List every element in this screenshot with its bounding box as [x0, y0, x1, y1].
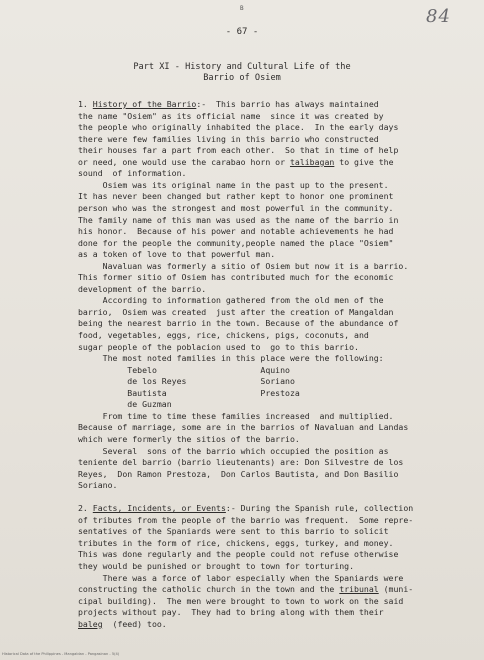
text-segment: food, vegetables, eggs, rice, chickens, pigs, coconuts, and: [78, 330, 369, 340]
text-segment: (muni-: [378, 584, 414, 595]
text-line: [78, 308, 393, 317]
text-segment: It has never been changed but rather kept to honor one prominent: [78, 191, 394, 202]
text-line: [78, 343, 359, 352]
text-line: [78, 239, 393, 248]
text-segment: Tebelo Aquino: [78, 364, 290, 375]
text-segment: (feed) too.: [102, 618, 167, 629]
handwritten-page-number: 84: [426, 6, 451, 27]
pin-mark: B: [240, 5, 244, 12]
text-segment: 2.: [78, 503, 93, 514]
text-line: [78, 216, 398, 225]
text-line: [78, 447, 389, 456]
text-segment: According to information gathered from the old men of the: [78, 295, 384, 306]
text-line: [78, 366, 290, 375]
text-line: [78, 562, 354, 571]
text-line: [78, 204, 393, 213]
text-line: [78, 620, 167, 629]
text-line: [78, 146, 398, 155]
text-segment: tributes in the form of rice, chickens, eggs, turkey, and money.: [78, 537, 394, 548]
text-line: [78, 227, 393, 236]
text-segment: there were few families living in this barrio who constructed: [78, 133, 379, 144]
text-segment: Because of marriage, some are in the barrios of Navaluan and Landas: [78, 422, 409, 433]
text-line: [78, 273, 393, 282]
text-segment: The most noted families in this place were the following:: [78, 353, 384, 364]
text-line: [78, 435, 300, 444]
text-line: [78, 504, 413, 513]
text-segment: done for the people the community,people named the place "Osiem": [78, 237, 394, 248]
text-line: [78, 262, 408, 271]
text-line: [78, 539, 393, 548]
text-segment: sound of information.: [78, 168, 187, 179]
text-segment: Soriano.: [78, 480, 118, 491]
text-segment: de los Reyes Soriano: [78, 376, 295, 387]
underlined-text: Facts, Incidents, or Events: [92, 503, 226, 514]
text-segment: person who was the strongest and most powerful in the community.: [78, 202, 394, 213]
text-line: [78, 389, 300, 398]
text-segment: This former sitio of Osiem has contributed much for the economic: [78, 272, 394, 283]
text-line: [78, 585, 413, 594]
text-segment: which were formerly the sitios of the barrio.: [78, 433, 300, 444]
text-segment: cipal building). The men were brought to town to work on the said: [78, 595, 404, 606]
text-line: [78, 481, 117, 490]
text-line: [78, 100, 379, 109]
text-segment: they would be punished or brought to town for torturing.: [78, 561, 355, 571]
underlined-text: talibagan: [289, 156, 335, 167]
text-segment: Reyes, Don Ramon Prestoza, Don Carlos Bautista, and Don Basilio: [78, 468, 399, 479]
text-segment: barrio, Osiem was created just after the creation of Mangaldan: [78, 306, 394, 317]
text-segment: :- During the Spanish rule, collection: [225, 503, 414, 514]
text-segment: The family name of this man was used as the name of the barrio in: [78, 214, 399, 225]
text-line: [78, 608, 384, 617]
text-line: [78, 250, 275, 259]
text-segment: sugar people of the poblacion used to go to this barrio.: [78, 341, 359, 352]
text-segment: the name "Osiem" as its official name since it was created by: [78, 110, 384, 121]
text-segment: teniente del barrio (barrio lieutenants) are: Don Silvestre de los: [78, 457, 404, 468]
text-line: [78, 400, 172, 409]
section-title-line-2: Barrio of Osiem: [203, 73, 281, 83]
text-line: [78, 470, 398, 479]
text-segment: Several sons of the barrio which occupied the position as: [78, 445, 389, 456]
text-segment: of tributes from the people of the barrio was frequent. Some repre-: [78, 514, 414, 525]
text-segment: This was done regularly and the people could not refuse otherwise: [78, 549, 399, 560]
text-segment: to give the: [334, 156, 394, 167]
text-line: [78, 158, 394, 167]
text-segment: :- This barrio has always maintained: [196, 99, 379, 109]
underlined-text: baleg: [78, 618, 103, 629]
text-segment: Navaluan was formerly a sitio of Osiem but now it is a barrio.: [78, 260, 409, 271]
text-segment: his honor. Because of his power and notable achievements he had: [78, 226, 394, 237]
text-line: [78, 331, 369, 340]
text-line: [78, 169, 186, 178]
text-segment: their houses far a part from each other. So that in time of help: [78, 145, 399, 156]
page-number: - 67 -: [225, 27, 259, 37]
text-line: [78, 354, 384, 363]
text-line: [78, 319, 398, 328]
section-title-line-1: Part XI - History and Cultural Life of the: [133, 62, 351, 72]
underlined-text: tribunal: [339, 584, 379, 595]
text-segment: sentatives of the Spaniards were sent to this barrio to solicit: [78, 526, 389, 537]
text-segment: or need, one would use the carabao horn or: [78, 156, 290, 167]
text-line: [78, 181, 389, 190]
underlined-text: History of the Barrio: [92, 99, 197, 109]
text-line: [78, 285, 206, 294]
text-segment: Bautista Prestoza: [78, 387, 300, 398]
text-line: [78, 458, 403, 467]
text-line: [78, 597, 403, 606]
text-line: [78, 412, 393, 421]
text-line: [78, 112, 384, 121]
text-segment: constructing the catholic church in the town and the: [78, 584, 340, 595]
text-segment: the people who originally inhabited the place. In the early days: [78, 122, 399, 133]
text-segment: From time to time these families increased and multiplied.: [78, 410, 394, 421]
footer-note: Historical Data of the Philippines - Mangaldan - Pangasinan - 5(4): [2, 652, 120, 656]
text-line: [78, 516, 413, 525]
text-line: [78, 377, 295, 386]
text-segment: development of the barrio.: [78, 283, 207, 294]
text-segment: being the nearest barrio in the town. Because of the abundance of: [78, 318, 399, 329]
text-segment: There was a force of labor especially when the Spaniards were: [78, 572, 404, 583]
text-segment: as a token of love to that powerful man.: [78, 249, 276, 260]
text-segment: 1.: [78, 99, 93, 109]
text-segment: projects without pay. They had to bring along with them their: [78, 607, 384, 618]
text-line: [78, 135, 379, 144]
text-segment: de Guzman: [78, 399, 172, 410]
text-line: [78, 296, 384, 305]
text-line: [78, 574, 403, 583]
text-line: [78, 550, 398, 559]
text-line: [78, 192, 393, 201]
text-line: [78, 527, 389, 536]
text-line: [78, 423, 408, 432]
text-line: [78, 123, 398, 132]
text-segment: Osiem was its original name in the past up to the present.: [78, 179, 389, 190]
